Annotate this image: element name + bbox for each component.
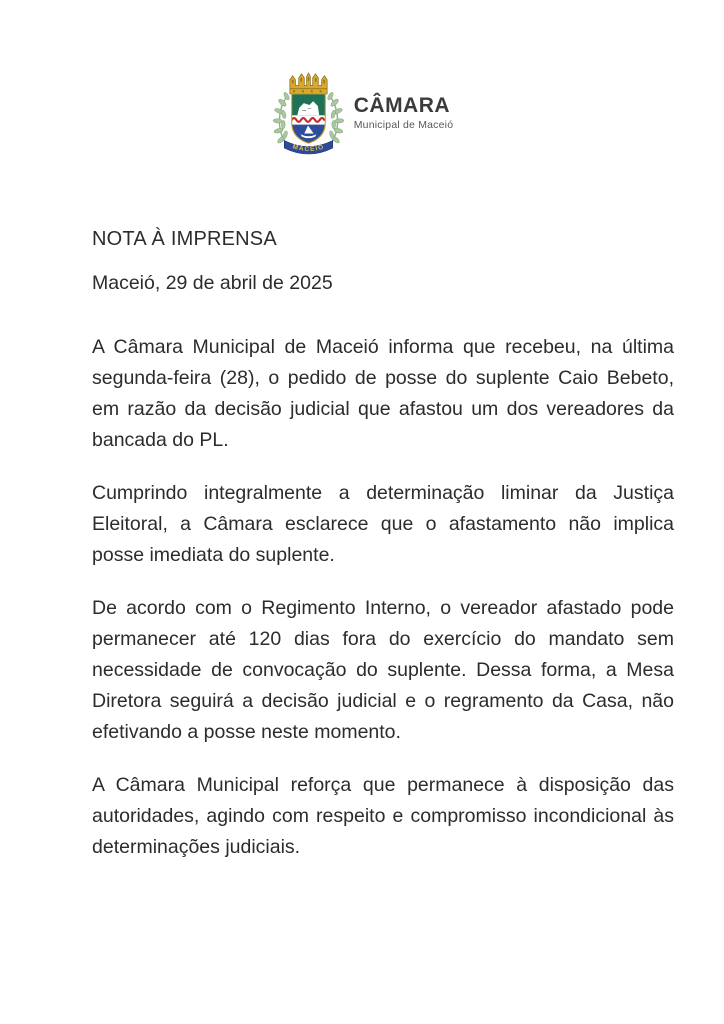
mural-crown-icon [290,73,327,94]
laurel-branch-left [273,92,290,147]
dateline: Maceió, 29 de abril de 2025 [92,272,333,294]
laurel-branch-right [326,92,343,147]
logo-wordmark [354,94,454,131]
paragraph-1: A Câmara Municipal de Maceió informa que recebeu, na última segunda-feira (28), o pedido de posse do suplente Caio Bebeto, em razão da decisão judicial que afastou um dos vereadores da bancada do PL. [92,336,674,451]
press-note-body [92,224,674,863]
maceio-coat-of-arms-icon [271,64,346,161]
paragraph-3: De acordo com o Regimento Interno, o vereador afastado pode permanecer até 120 dias fora do exercício do mandato sem necessidade de convocação do suplente. Dessa forma, a Mesa Diretora seguirá a decisão judicial e o regramento da Casa, não efetivando a posse neste momento. [92,597,674,743]
org-subtitle: Municipal de Maceió [353,119,454,131]
banner-text: MACEIÓ [291,143,326,154]
paragraph-2: Cumprindo integralmente a determinação liminar da Justiça Eleitoral, a Câmara esclarece que o afastamento não implica posse imediata do suplente. [92,482,674,566]
org-name: CÂMARA [353,94,451,117]
paragraph-4: A Câmara Municipal reforça que permanece à disposição das autoridades, agindo com respeito e compromisso incondicional às determinações judiciais. [92,774,674,858]
page-title: NOTA À IMPRENSA [92,228,277,250]
shield-icon [291,94,325,144]
logo [0,64,724,161]
